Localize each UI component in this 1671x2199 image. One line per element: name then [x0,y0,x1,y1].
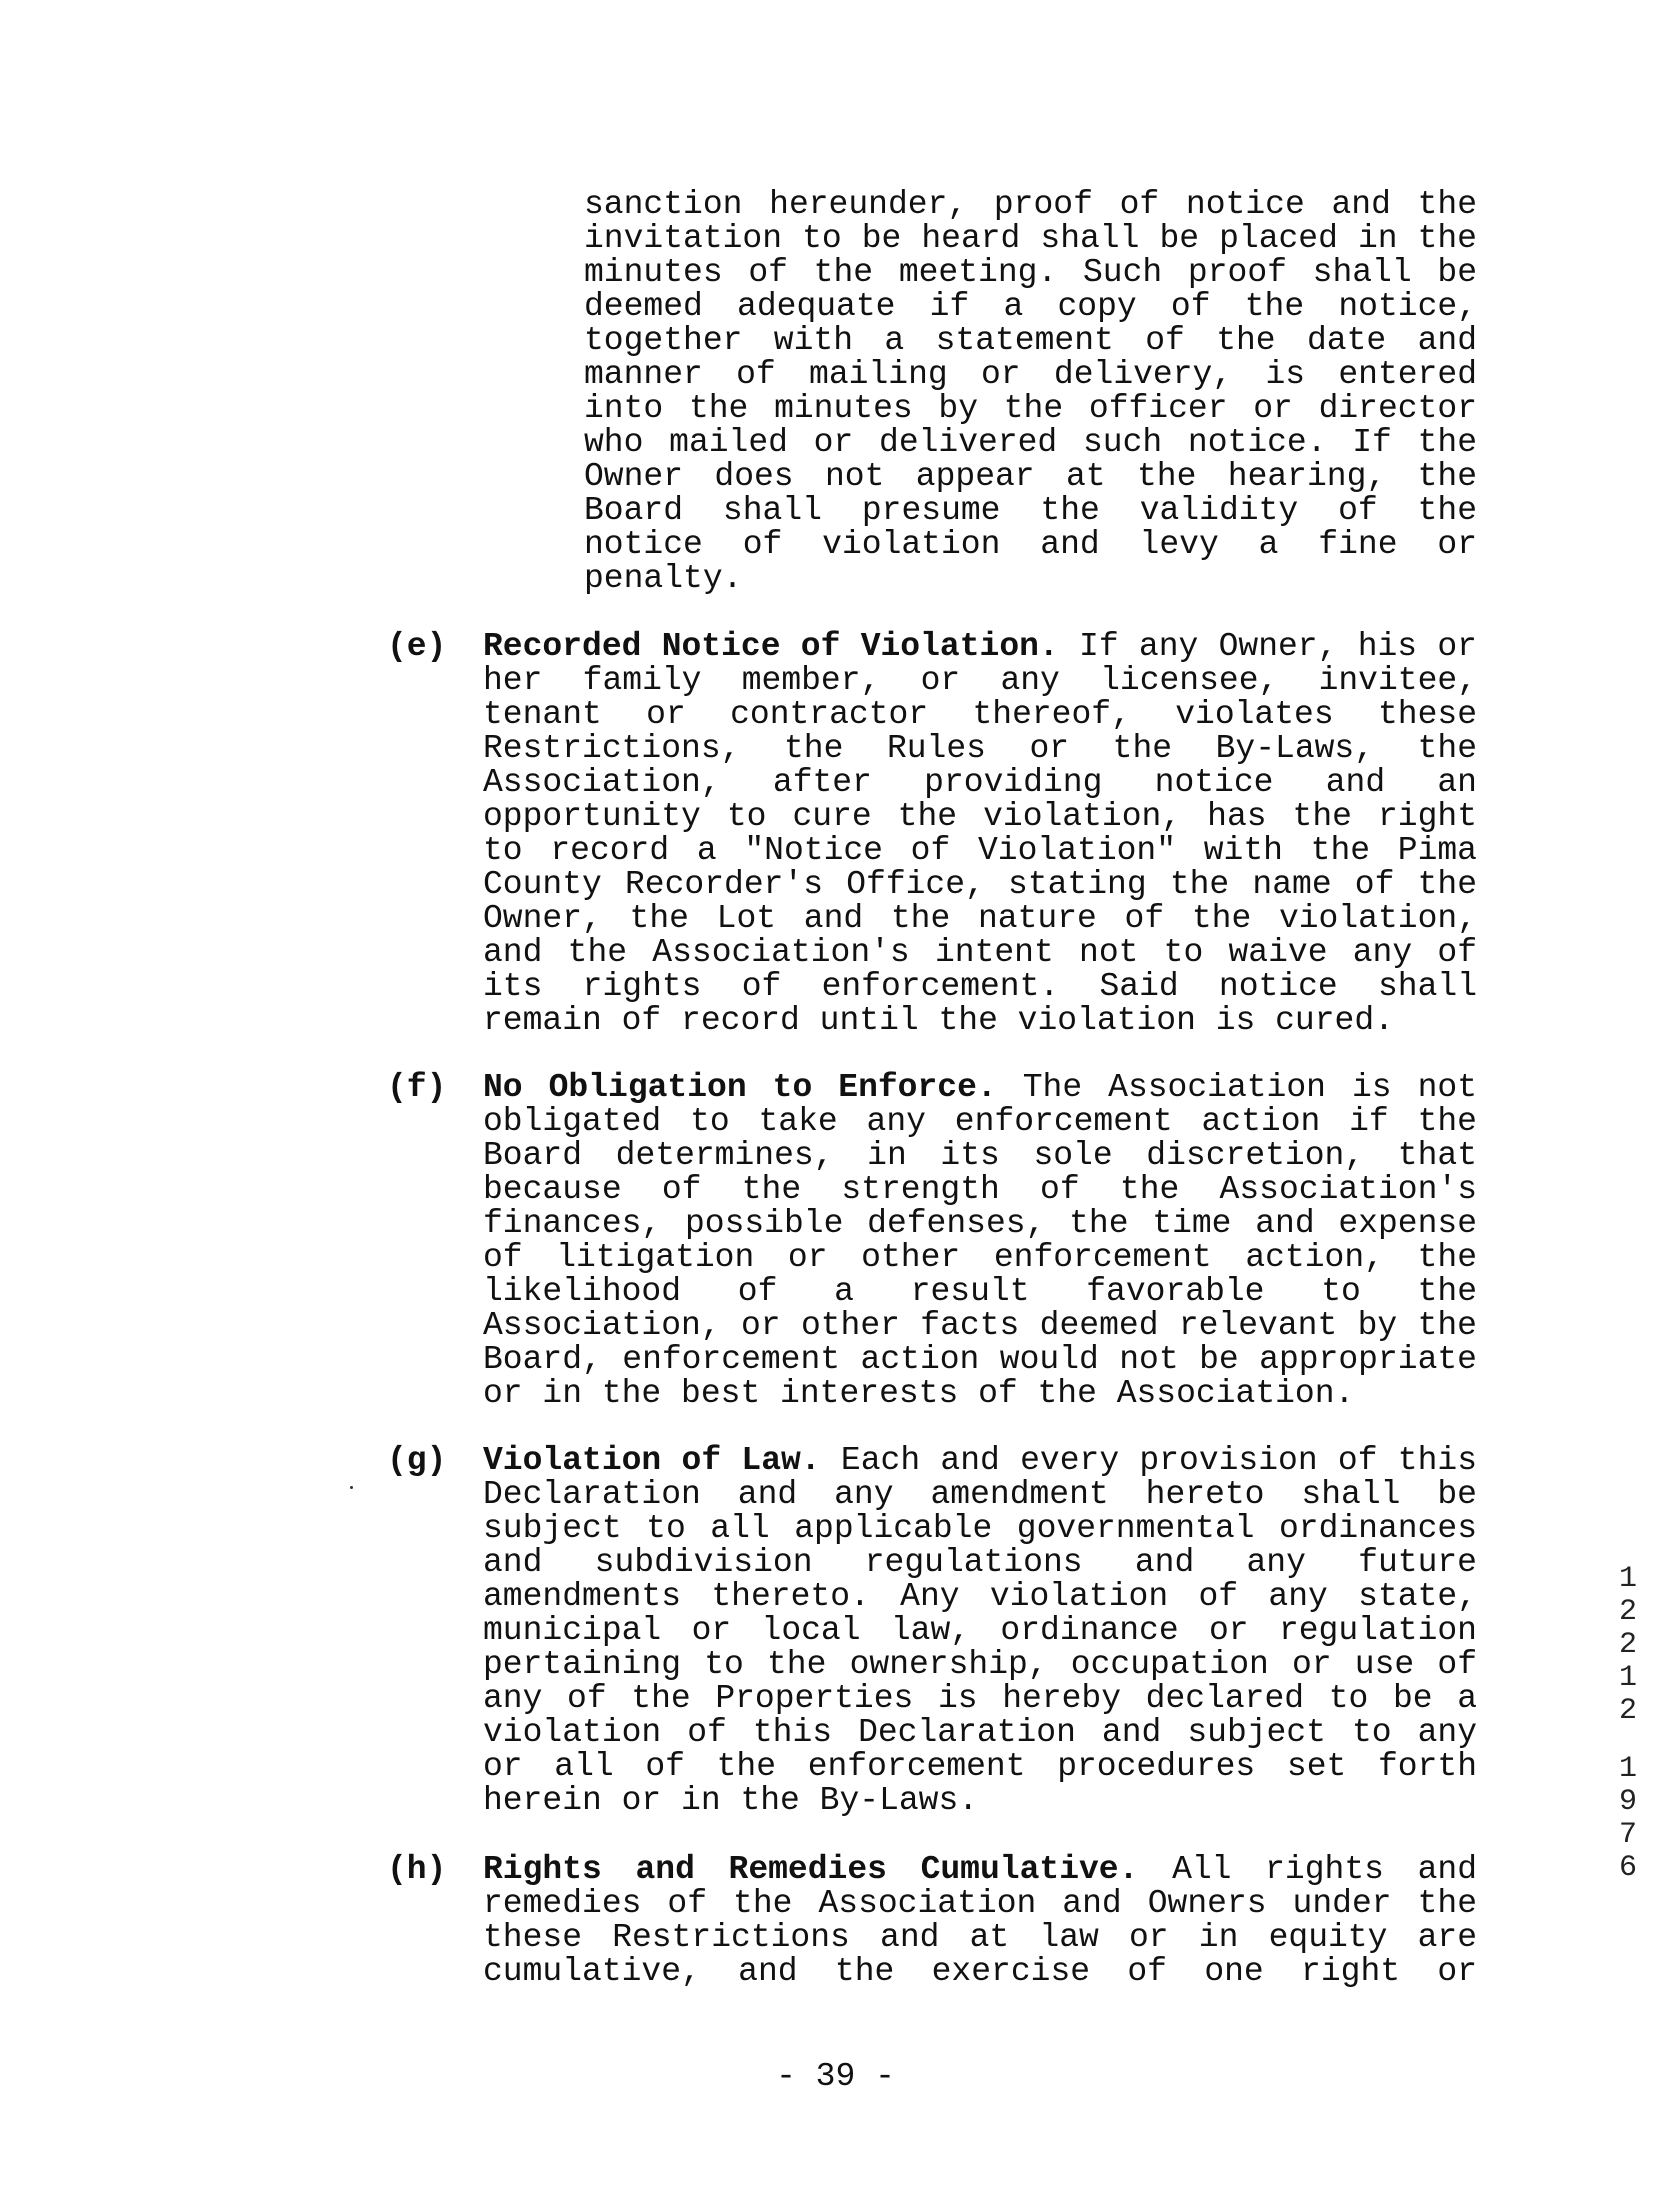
stamp-digit: 2 [1618,1628,1637,1662]
section-line: Board, enforcement action would not be appropriate [483,1341,1477,1378]
continued-line: into the minutes by the officer or director [584,390,1477,427]
section-line: to record a "Notice of Violation" with the Pima [483,832,1477,869]
continued-line: deemed adequate if a copy of the notice, [584,288,1477,325]
section-line: tenant or contractor thereof, violates these [483,696,1477,733]
section-heading: Recorded Notice of Violation. [483,628,1059,665]
section-line: likelihood of a result favorable to the [483,1273,1477,1310]
section-line: violation of this Declaration and subject to any [483,1714,1477,1751]
continued-line: sanction hereunder, proof of notice and the [584,186,1477,223]
section-line: or all of the enforcement procedures set forth [483,1748,1477,1785]
section-line: and the Association's intent not to waive any of [483,934,1477,971]
section-line: or in the best interests of the Association. [483,1375,1355,1412]
section-line: Restrictions, the Rules or the By-Laws, the [483,730,1477,767]
section-line: pertaining to the ownership, occupation or use of [483,1646,1477,1683]
scan-mark [350,1486,353,1489]
section-line: these Restrictions and at law or in equity are [483,1919,1477,1956]
section-line: remedies of the Association and Owners under the [483,1885,1477,1922]
continued-line: penalty. [584,560,743,597]
section-body [483,1444,1477,1818]
section-heading: No Obligation to Enforce. [483,1069,997,1106]
section-line: Association, after providing notice and an [483,764,1477,801]
continued-line: minutes of the meeting. Such proof shall be [584,254,1477,291]
stamp-digit: 2 [1618,1694,1637,1728]
section-line: Owner, the Lot and the nature of the violation, [483,900,1477,937]
continued-line: notice of violation and levy a fine or [584,526,1477,563]
section-line: and subdivision regulations and any future [483,1544,1477,1581]
page-number: - 39 - [776,2058,895,2095]
section-marker: (e) [387,628,447,665]
continued-line: who mailed or delivered such notice. If the [584,424,1477,461]
recorder-stamp [1612,1563,1644,1885]
section-first-line-text: Each and every provision of this [840,1442,1478,1479]
section-body [483,1071,1477,1411]
section-first-line [483,1071,1477,1105]
section-line: County Recorder's Office, stating the name of the [483,866,1477,903]
section-first-line-text: The Association is not [1022,1069,1477,1106]
continued-line: together with a statement of the date and [584,322,1477,359]
section-line: obligated to take any enforcement action if the [483,1103,1477,1140]
section-marker: (f) [387,1069,447,1106]
stamp-digit: 2 [1618,1595,1637,1629]
section-first-line [483,1853,1477,1887]
section-line: Association, or other facts deemed relevant by the [483,1307,1477,1344]
section-line: because of the strength of the Association's [483,1171,1477,1208]
stamp-gap [1612,1728,1644,1753]
section-line: remain of record until the violation is cured. [483,1002,1394,1039]
section-line: its rights of enforcement. Said notice shall [483,968,1477,1005]
continued-line: Owner does not appear at the hearing, the [584,458,1477,495]
section-line: subject to all applicable governmental ordinances [483,1510,1477,1547]
stamp-digit: 1 [1618,1661,1637,1695]
section-line: amendments thereto. Any violation of any state, [483,1578,1477,1615]
section-line: herein or in the By-Laws. [483,1782,979,1819]
section-first-line-text: All rights and [1172,1851,1478,1888]
section-line: opportunity to cure the violation, has the right [483,798,1477,835]
section-first-line [483,1444,1477,1478]
stamp-digit: 1 [1618,1562,1637,1596]
stamp-digit: 6 [1618,1851,1637,1885]
section-heading: Violation of Law. [483,1442,821,1479]
section-line: Board determines, in its sole discretion, that [483,1137,1477,1174]
stamp-digit: 9 [1618,1785,1637,1819]
section-first-line [483,630,1477,664]
section-body [483,630,1477,1038]
continued-line: invitation to be heard shall be placed in the [584,220,1477,257]
section-line: any of the Properties is hereby declared to be a [483,1680,1477,1717]
section-line: Declaration and any amendment hereto shall be [483,1476,1477,1513]
section-first-line-text: If any Owner, his or [1079,628,1477,665]
section-line: municipal or local law, ordinance or regulation [483,1612,1477,1649]
continued-paragraph [584,188,1477,596]
continued-line: Board shall presume the validity of the [584,492,1477,529]
section-line: of litigation or other enforcement action, the [483,1239,1477,1276]
stamp-digit: 1 [1618,1752,1637,1786]
section-line: cumulative, and the exercise of one right or [483,1953,1477,1990]
section-line: finances, possible defenses, the time and expense [483,1205,1477,1242]
section-line: her family member, or any licensee, invitee, [483,662,1477,699]
section-heading: Rights and Remedies Cumulative. [483,1851,1139,1888]
section-body [483,1853,1477,1989]
section-marker: (g) [387,1442,447,1479]
stamp-digit: 7 [1618,1818,1637,1852]
continued-line: manner of mailing or delivery, is entered [584,356,1477,393]
section-marker: (h) [387,1851,447,1888]
